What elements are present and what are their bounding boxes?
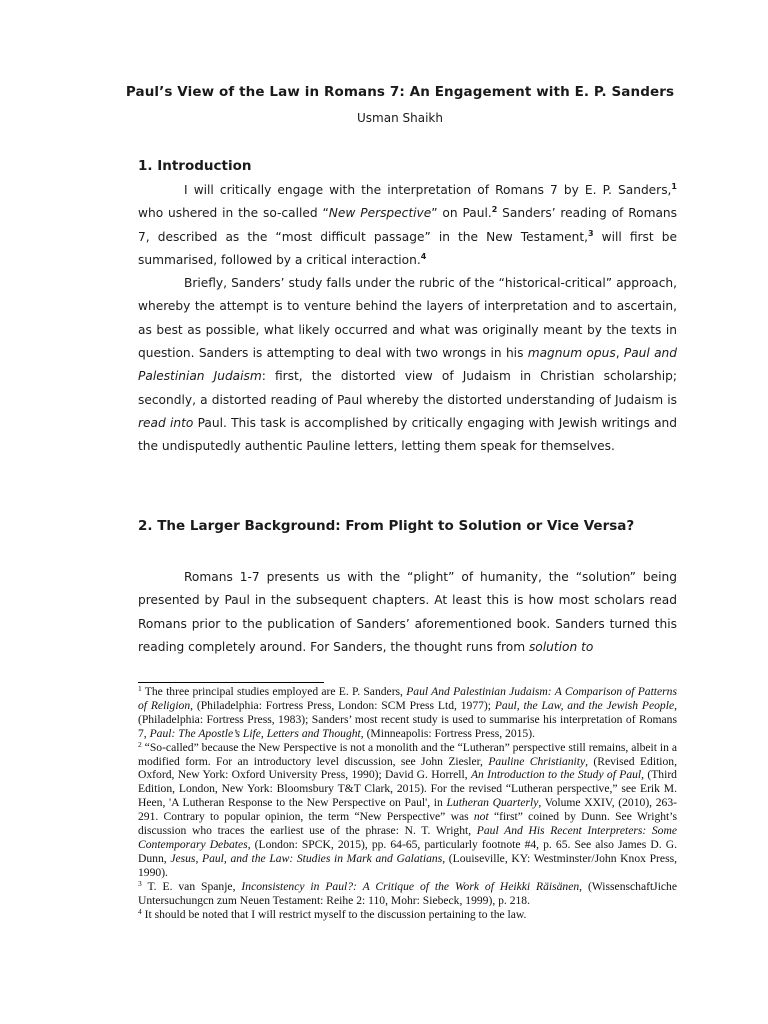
footnotes [138,685,677,921]
intro-paragraph-2: Briefly, Sanders’ study falls under the rubric of the “historical-critical” approach, whereby the attempt is to venture behind the layers of interpretation and to ascertain, as best as possible, what likely occurred and what was originally meant by the texts in question. Sanders is attempting to deal with two wrongs in his magnum opus, Paul and Palestinian Judaism: first, the distorted view of Judaism in Christian scholarship; secondly, a distorted reading of Paul whereby the distorted understanding of Judaism is read into Paul. This task is accomplished by critically engaging with Jewish writings and the undisputedly authentic Pauline letters, letting them speak for themselves. [138,276,678,454]
footnote-ref-1[interactable]: 1 [671,182,677,191]
footnote-4: $^4$ It should be noted that I will restrict myself to the discussion pertaining to the law. [138,906,527,921]
author-name: Usman Shaikh [357,111,443,125]
footnote-separator [138,682,324,683]
footnote-3: $^3$ T. E. van Spanje, Inconsistency in Paul?: A Critique of the Work of Heikki Räisänen, (WissenschaftJiche Untersuchungcn zum Neuen Testament: Reihe 2: 110, Mohr: Siebeck, 1999), p. 218. [138,878,677,907]
footnote-1: $^1$ The three principal studies employed are E. P. Sanders, Paul And Palestinian Judaism: A Comparison of Patterns of Religion, (Philadelphia: Fortress Press, London: SCM Press Ltd, 1977); Paul, the Law, and the Jewish People, (Philadelphia: Fortress Press, 1983); Sanders’ most recent study is used to summarise his interpretation of Romans 7, Paul: The Apostle’s Life, Letters and Thought, (Minneapolis: Fortress Press, 2015). [138,684,677,740]
intro-paragraph-1: I will critically engage with the interpretation of Romans 7 by E. P. Sanders,$^1$ who ushered in the so-called “New Perspective” on Paul.$^2$ Sanders’ reading of Romans 7, described as the “most difficult passage” in the New Testament,$^3$ will first be summarised, followed by a critical interaction.$^4$ [138,182,677,267]
footnote-ref-3[interactable]: 3 [588,228,594,238]
section-introduction-body [138,179,677,459]
paper-title: Paul’s View of the Law in Romans 7: An Engagement with E. P. Sanders [125,84,675,100]
section-heading-introduction: 1. Introduction [138,158,252,174]
background-paragraph-1: Romans 1-7 presents us with the “plight” of humanity, the “solution” being presented by Paul in the subsequent chapters. At least this is how most scholars read Romans prior to the publication of Sanders’ aforementioned book. Sanders turned this reading completely around. For Sanders, the thought runs from solution to [138,570,677,654]
footnote-2: $^2$ “So-called” because the New Perspective is not a monolith and the “Lutheran” perspective still remains, albeit in a modified form. For an introductory level discussion, see John Ziesler, Pauline Christianity, (Revised Edition, Oxford, New York: Oxford University Press, 1990); David G. Horrell, An Introduction to the Study of Paul, (Third Edition, London, New York: Bloomsbury T&T Clark, 2015). For the revised “Lutheran perspective,” see Erik M. Heen, 'A Lutheran Response to the New Perspective on Paul', in Lutheran Quarterly, Volume XXIV, (2010), 263-291. Contrary to popular opinion, the term “New Perspective” was not “first” coined by Dunn. See Wright’s discussion who traces the earliest use of the phrase: N. T. Wright, Paul And His Recent Interpreters: Some Contemporary Debates, (London: SPCK, 2015), pp. 64-65, particularly footnote #4, p. 65. See also James D. G. Dunn, Jesus, Paul, and the Law: Studies in Mark and Galatians, (Louiseville, KY: Westminster/John Knox Press, 1990). [138,739,678,879]
section-background-body [138,566,677,659]
section-heading-larger-background: 2. The Larger Background: From Plight to Solution or Vice Versa? [138,518,635,534]
footnote-ref-2[interactable]: 2 [491,205,498,215]
footnote-ref-4[interactable]: 4 [420,251,427,261]
